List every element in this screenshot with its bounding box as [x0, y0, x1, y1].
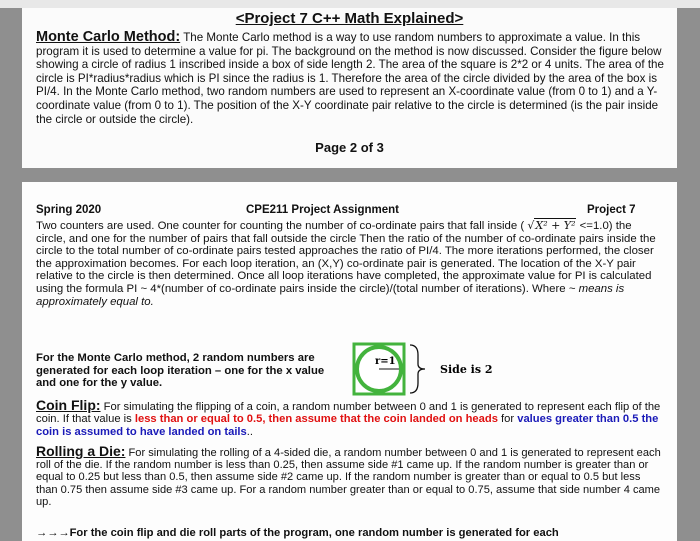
monte-carlo-heading: Monte Carlo Method:: [36, 29, 181, 45]
coin-flip-text-b: for: [497, 413, 518, 426]
monte-carlo-text: The Monte Carlo method is a way to use random numbers to approximate a value. In this program it is used to determine a value for pi. The background on the method is now discussed. Consider the figure below showing a circle of radius 1 inscribed inside a box of side length 2. The area of the square is 2*2 or 4 units. The area of the circle is PI*radius*radius which is PI since the radius is 1. Therefore the area of the circle divided by the area of the box is PI/4. In the Monte Carlo method, two random numbers are used to represent an X-coordinate value (from 0 to 1) and a Y-coordinate value (from 0 to 1). The position of the X-Y coordinate pair relative to the circle is determined (is the pair inside the circle or outside the circle).: [36, 31, 664, 126]
coin-flip-paragraph: [36, 399, 664, 438]
circle-in-square-figure: [352, 342, 522, 396]
side-label: Side is 2: [440, 363, 493, 376]
sqrt-expression: √X² + Y²: [527, 219, 576, 232]
radius-label: r=1: [375, 356, 396, 367]
coin-flip-text-c: ..: [246, 425, 253, 438]
page-number: Page 2 of 3: [315, 140, 384, 155]
die-roll-paragraph: [36, 445, 664, 508]
counters-paragraph: [36, 220, 664, 308]
header-course: CPE211 Project Assignment: [246, 204, 399, 216]
document-page-2: [22, 8, 677, 168]
die-roll-text: For simulating the rolling of a 4-sided die, a random number between 0 and 1 is generated to represent each roll of the die. If the random number is less than 0.25, then assume side #1 came up. If the random number is greater than or equal to 0.25 but less than 0.5, then assume side #2 came up. If the random number is greater than or equal to 0.5 but less than 0.75 then assume side #3 came up. For a random number greater than or equal to 0.75, assume that side number 4 came up.: [36, 447, 661, 508]
counters-text-b: <=1.0) the circle, and one for the number of pairs that fall outside the circle Then the ratio of the number of co-ordinate pairs inside the circle to the total number of co-ordinate pairs tested approaches the ratio of PI/4. The more iterations performed, the closer the approximation becomes. For each loop iteration, an (X,Y) co-ordinate pair is generated. The location of the X-Y pair relative to the circle is then determined. Once all loop iterations have completed, the approximate value for PI is calculated using the formula PI ~ 4*(number of co-ordinate pairs inside the circle)/(total number of iterations). Where: [36, 220, 656, 295]
coin-flip-tails-rule: values greater than 0.5 the coin is assumed to have landed on tails: [36, 413, 659, 438]
brace-icon: [410, 345, 425, 393]
counters-text-c: ~ means is approximately equal to.: [36, 282, 625, 308]
counters-text-a: Two counters are used. One counter for counting the number of co-ordinate pairs that fall inside (: [36, 220, 525, 232]
coin-flip-heading: Coin Flip:: [36, 397, 101, 413]
header-semester: Spring 2020: [36, 204, 102, 216]
page-title: <Project 7 C++ Math Explained>: [235, 10, 464, 27]
monte-carlo-paragraph: [36, 31, 668, 126]
die-roll-heading: Rolling a Die:: [36, 443, 126, 459]
sqrt-radicand: X² + Y²: [535, 219, 576, 232]
last-line: →→→For the coin flip and die roll parts of the program, one random number is generated for each: [36, 527, 559, 539]
coin-flip-text-a: For simulating the flipping of a coin, a random number between 0 and 1 is generated to represent each flip of the coin. If that value is: [36, 401, 661, 426]
header-project: Project 7: [587, 204, 636, 216]
document-page-3: [22, 182, 677, 541]
monte-carlo-random-note: For the Monte Carlo method, 2 random numbers are generated for each loop iteration – one for the x value and one for the y value.: [36, 352, 325, 390]
previous-page-edge: [0, 0, 700, 8]
coin-flip-heads-rule: less than or equal to 0.5, then assume that the coin landed on heads: [134, 413, 498, 426]
